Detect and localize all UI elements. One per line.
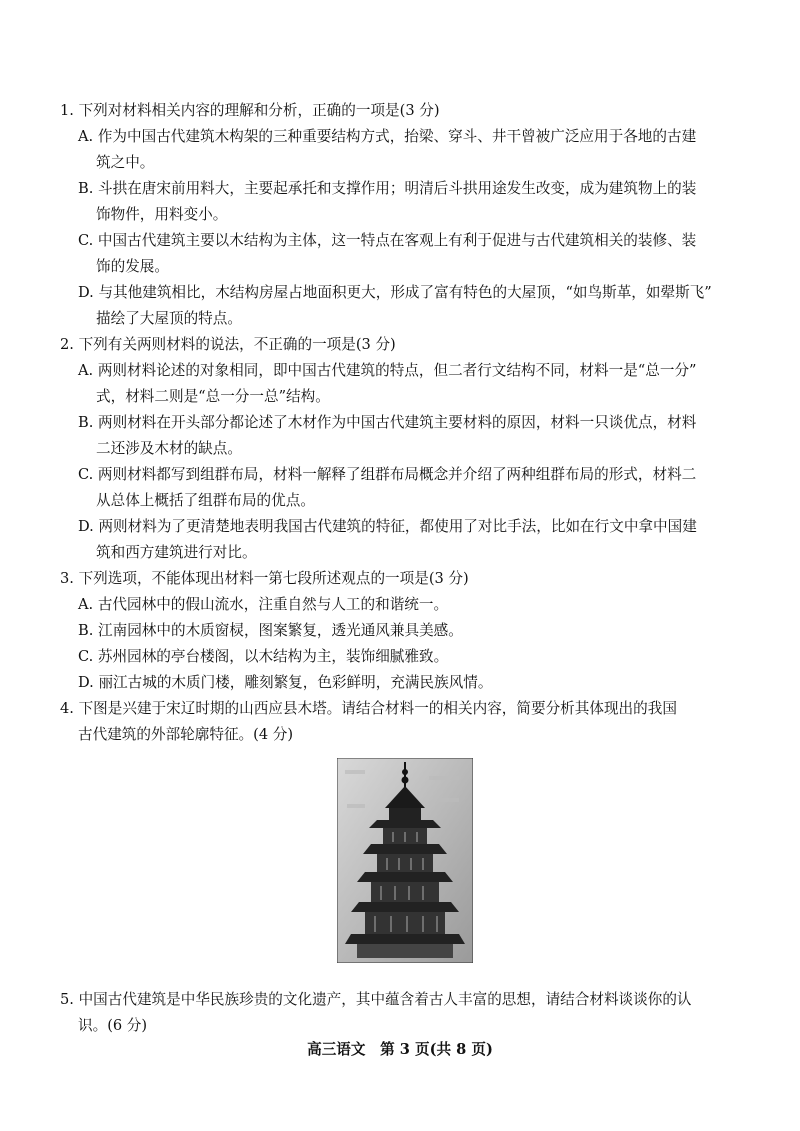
option-text-cont: 描绘了大屋顶的特点。 — [96, 310, 242, 327]
option-text: B. 江南园林中的木质窗棂，图案繁复，透光通风兼具美感。 — [78, 622, 463, 639]
page-footer: 高三语文 第 3 页(共 8 页) — [307, 1041, 493, 1058]
option-text: A. 两则材料论述的对象相同，即中国古代建筑的特点，但二者行文结构不同，材料一是“总一分” — [78, 362, 697, 379]
option-text: C. 苏州园林的亭台楼阁，以木结构为主，装饰细腻雅致。 — [78, 648, 449, 665]
question-3 — [60, 566, 750, 696]
question-stem: 3. 下列选项，不能体现出材料一第七段所述观点的一项是(3 分) — [60, 570, 469, 587]
question-2 — [60, 332, 750, 566]
option-text: B. 两则材料在开头部分都论述了木材作为中国古代建筑主要材料的原因，材料一只谈优点，材料 — [78, 414, 697, 431]
option-c — [60, 462, 750, 514]
question-1 — [60, 98, 750, 332]
question-list — [60, 98, 750, 1039]
option-a — [60, 358, 750, 410]
option-c — [60, 644, 750, 670]
option-text-cont: 从总体上概括了组群布局的优点。 — [96, 492, 315, 509]
question-stem-cont: 识。(6 分) — [78, 1017, 148, 1034]
option-text-cont: 饰物件，用料变小。 — [96, 206, 228, 223]
option-text: C. 中国古代建筑主要以木结构为主体，这一特点在客观上有利于促进与古代建筑相关的装修、装 — [78, 232, 697, 249]
question-stem: 2. 下列有关两则材料的说法，不正确的一项是(3 分) — [60, 336, 396, 353]
question-stem: 4. 下图是兴建于宋辽时期的山西应县木塔。请结合材料一的相关内容，简要分析其体现出的我国 — [60, 700, 677, 717]
option-b — [60, 176, 750, 228]
question-4 — [60, 696, 750, 963]
option-text: C. 两则材料都写到组群布局，材料一解释了组群布局概念并介绍了两种组群布局的形式，材料二 — [78, 466, 697, 483]
option-b — [60, 410, 750, 462]
option-text-cont: 饰的发展。 — [96, 258, 169, 275]
option-a — [60, 592, 750, 618]
option-d — [60, 514, 750, 566]
option-text-cont: 二还涉及木材的缺点。 — [96, 440, 242, 457]
option-text-cont: 筑之中。 — [96, 154, 155, 171]
option-c — [60, 228, 750, 280]
option-text: A. 作为中国古代建筑木构架的三种重要结构方式，抬梁、穿斗、井干曾被广泛应用于各地的古建 — [78, 128, 697, 145]
option-text-cont: 式，材料二则是“总一分一总”结构。 — [96, 388, 330, 405]
option-text: D. 与其他建筑相比，木结构房屋占地面积更大，形成了富有特色的大屋顶，“如鸟斯革，如翚斯飞” — [78, 284, 712, 301]
question-5 — [60, 987, 750, 1039]
option-text: A. 古代园林中的假山流水，注重自然与人工的和谐统一。 — [78, 596, 449, 613]
pagoda-photo-icon — [337, 758, 473, 963]
question-stem-cont: 古代建筑的外部轮廓特征。(4 分) — [78, 726, 294, 743]
option-a — [60, 124, 750, 176]
option-d — [60, 670, 750, 696]
question-stem: 1. 下列对材料相关内容的理解和分析，正确的一项是(3 分) — [60, 102, 440, 119]
option-text: B. 斗拱在唐宋前用料大，主要起承托和支撑作用；明清后斗拱用途发生改变，成为建筑物上的装 — [78, 180, 697, 197]
option-d — [60, 280, 750, 332]
question-stem: 5. 中国古代建筑是中华民族珍贵的文化遗产，其中蕴含着古人丰富的思想，请结合材料谈谈你的认 — [60, 991, 692, 1008]
option-text-cont: 筑和西方建筑进行对比。 — [96, 544, 257, 561]
option-text: D. 丽江古城的木质门楼，雕刻繁复，色彩鲜明，充满民族风情。 — [78, 674, 493, 691]
option-text: D. 两则材料为了更清楚地表明我国古代建筑的特征，都使用了对比手法，比如在行文中拿中国建 — [78, 518, 697, 535]
option-b — [60, 618, 750, 644]
